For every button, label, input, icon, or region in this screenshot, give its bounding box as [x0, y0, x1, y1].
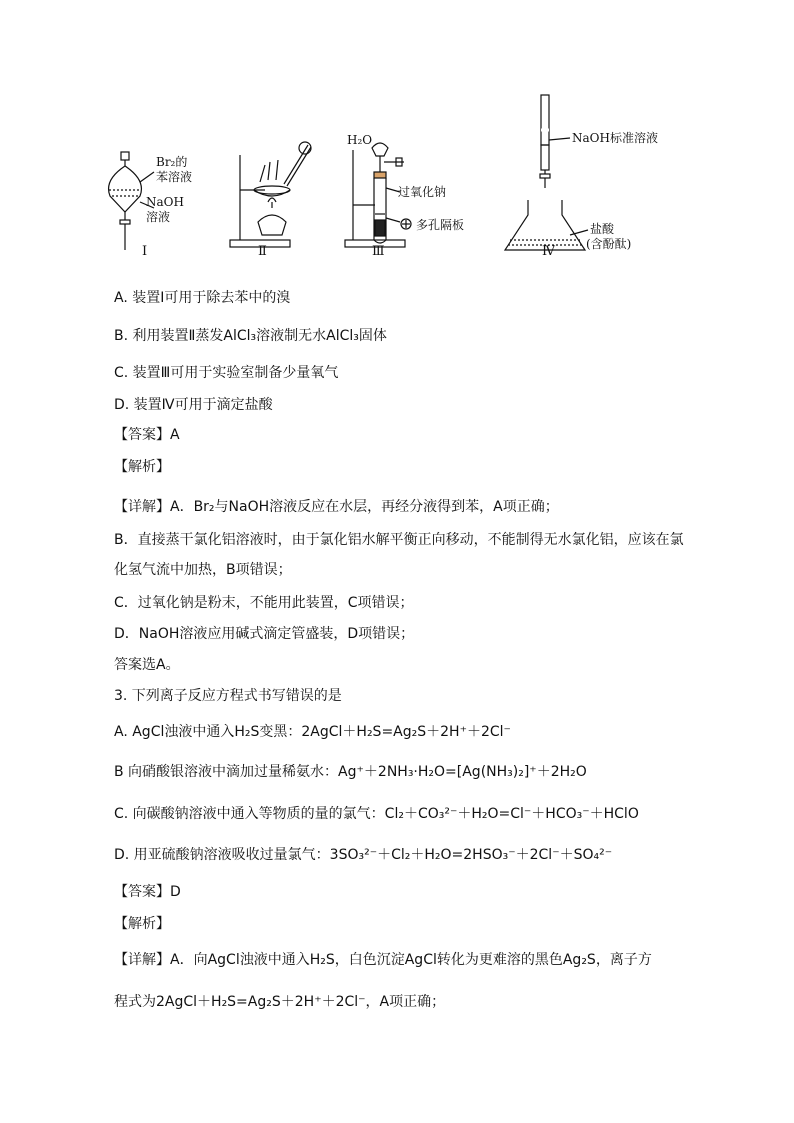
option-d: D. 装置Ⅳ可用于滴定盐酸 — [114, 397, 273, 413]
explanation-line: 程式为2AgCl＋H₂S=Ag₂S＋2H⁺＋2Cl⁻，A项正确； — [114, 994, 446, 1010]
evaporation-apparatus — [230, 142, 311, 247]
explanation-line: 【详解】A．向AgCl浊液中通入H₂S，白色沉淀AgCl转化为更难溶的黑色Ag₂S，离子方 — [114, 952, 652, 968]
label-br2: Br₂的 — [156, 155, 188, 169]
answer-choice-line: 答案选A。 — [114, 657, 180, 673]
explanation-line: 【详解】A．Br₂与NaOH溶液反应在水层，再经分液得到苯，A项正确； — [114, 499, 559, 515]
answer-label: 【答案】D — [114, 884, 181, 900]
explanation-line: B．直接蒸干氯化铝溶液时，由于氯化铝水解平衡正向移动，不能制得无水氯化铝，应该在氯 — [114, 532, 684, 548]
answer-label: 【答案】A — [114, 427, 180, 443]
question-3-option-a: A. AgCl浊液中通入H₂S变黑：2AgCl＋H₂S=Ag₂S＋2H⁺＋2Cl⁻ — [114, 724, 511, 740]
label-naoh-solution: 溶液 — [146, 210, 171, 224]
analysis-label: 【解析】 — [114, 916, 170, 932]
titration-apparatus — [505, 95, 588, 250]
roman-label-4: Ⅳ — [542, 243, 555, 258]
option-c: C. 装置Ⅲ可用于实验室制备少量氧气 — [114, 365, 339, 381]
roman-label-2: Ⅱ — [258, 243, 267, 258]
roman-label-1: Ⅰ — [142, 243, 148, 258]
apparatus-figure — [100, 90, 700, 265]
option-a: A. 装置Ⅰ可用于除去苯中的溴 — [114, 290, 291, 306]
label-naoh-standard: NaOH标准溶液 — [572, 131, 658, 145]
label-h2o: H₂O — [347, 133, 373, 147]
label-naoh: NaOH — [146, 195, 184, 209]
label-phenolphthalein: (含酚酞) — [586, 237, 632, 251]
explanation-line: C．过氧化钠是粉末，不能用此装置，C项错误； — [114, 595, 414, 611]
explanation-line: 化氢气流中加热，B项错误； — [114, 562, 292, 578]
explanation-line: D．NaOH溶液应用碱式滴定管盛装，D项错误； — [114, 626, 415, 642]
roman-label-3: Ⅲ — [372, 243, 385, 258]
analysis-label: 【解析】 — [114, 459, 170, 475]
question-3-option-d: D. 用亚硫酸钠溶液吸收过量氯气：3SO₃²⁻＋Cl₂＋H₂O=2HSO₃⁻＋2Cl⁻＋SO₄²⁻ — [114, 847, 613, 863]
question-3-option-c: C. 向碳酸钠溶液中通入等物质的量的氯气：Cl₂＋CO₃²⁻＋H₂O=Cl⁻＋HCO₃⁻＋HClO — [114, 806, 639, 822]
label-sodium-peroxide: 过氧化钠 — [398, 185, 447, 199]
label-porous-plate: 多孔隔板 — [416, 218, 465, 232]
option-b: B. 利用装置Ⅱ蒸发AlCl₃溶液制无水AlCl₃固体 — [114, 328, 387, 344]
question-3-stem: 3. 下列离子反应方程式书写错误的是 — [114, 688, 342, 704]
question-3-option-b: B 向硝酸银溶液中滴加过量稀氨水：Ag⁺＋2NH₃·H₂O=[Ag(NH₃)₂]⁺＋2H₂O — [114, 764, 587, 780]
apparatus-diagram — [100, 90, 700, 265]
label-benzene: 苯溶液 — [156, 170, 193, 184]
label-hydrochloric-acid: 盐酸 — [590, 222, 615, 236]
